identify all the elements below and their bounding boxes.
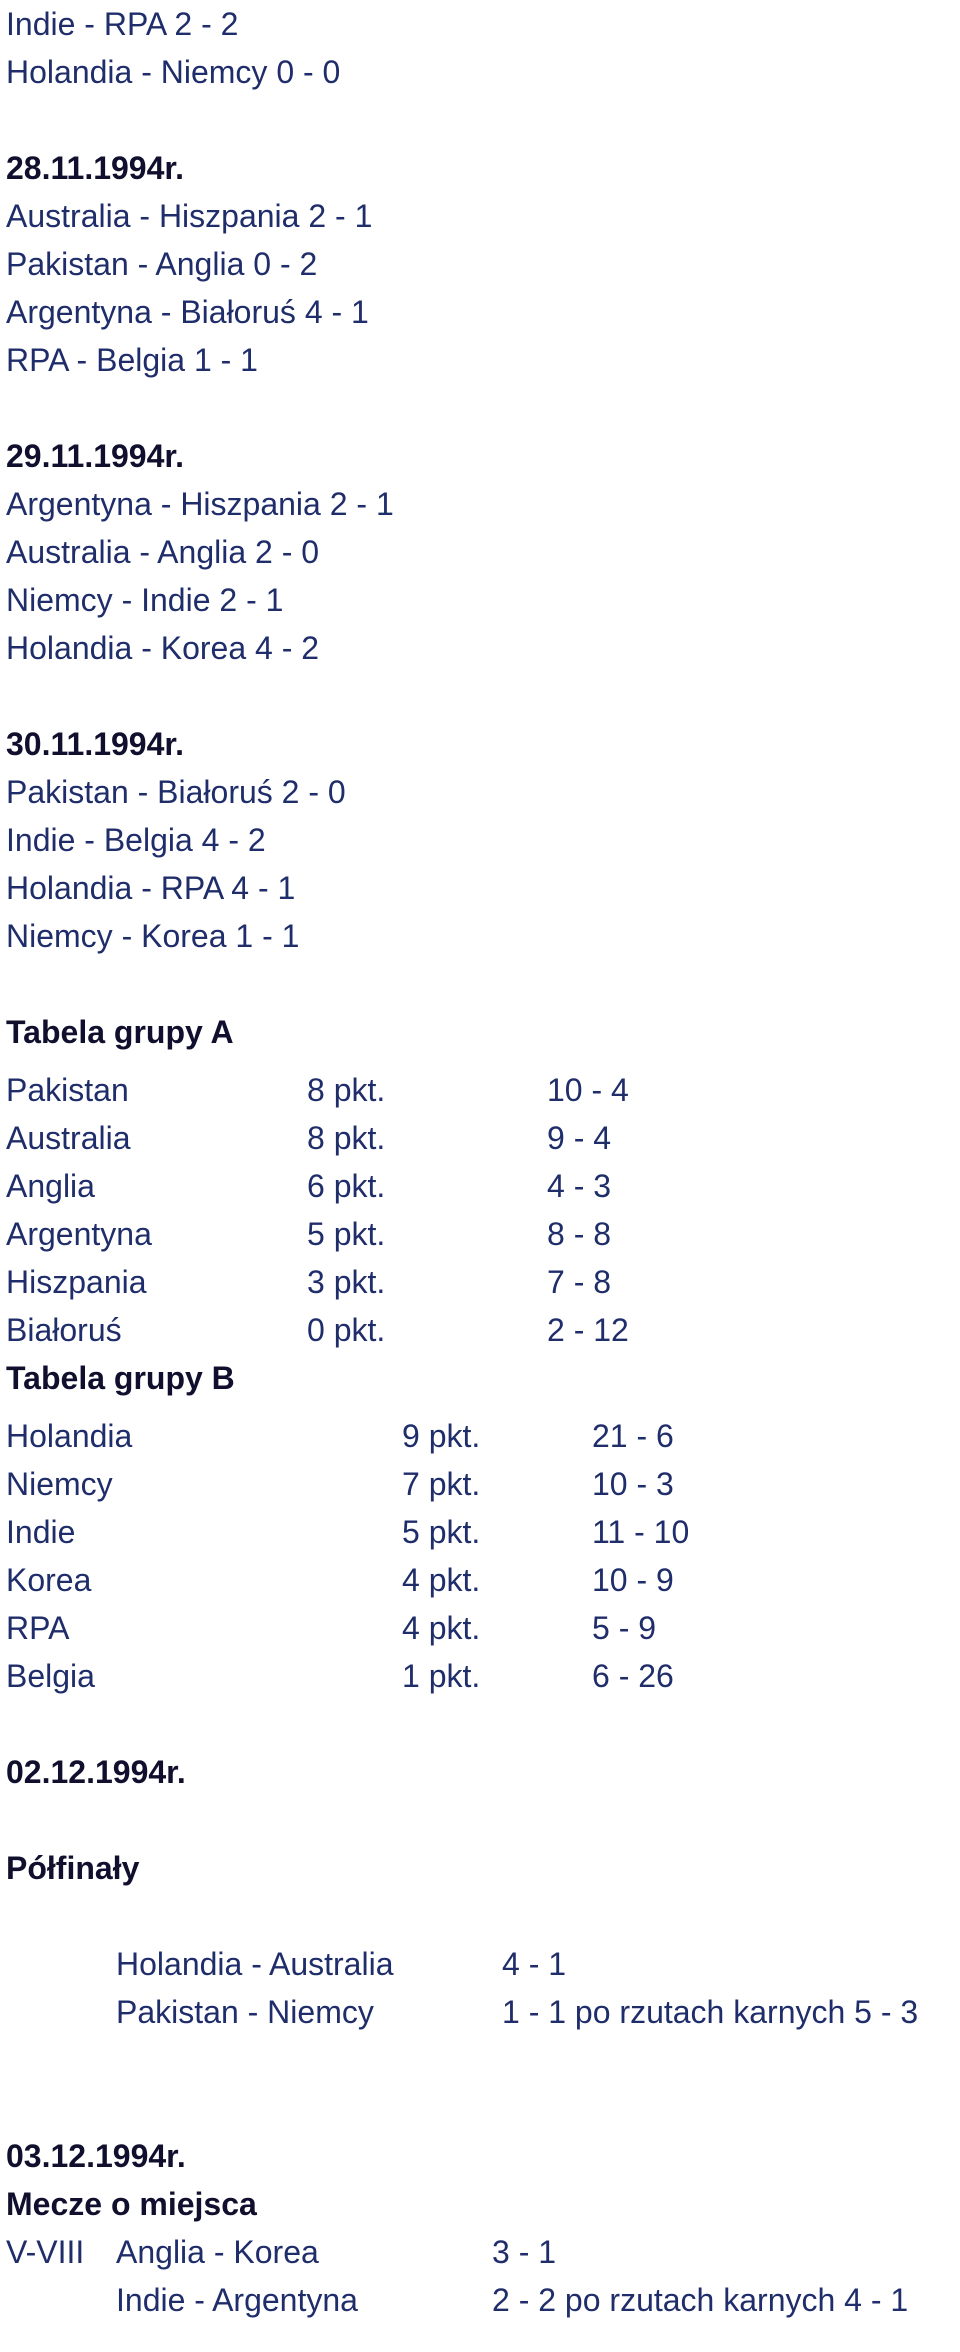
table-row bbox=[6, 1556, 956, 1604]
placement-match: Anglia - Korea bbox=[116, 2234, 319, 2270]
match-line: Holandia - Niemcy 0 - 0 bbox=[6, 54, 341, 90]
placement-title: Mecze o miejsca bbox=[6, 2186, 257, 2222]
team-goals: 21 - 6 bbox=[592, 1418, 674, 1454]
team-goals: 10 - 3 bbox=[592, 1466, 674, 1502]
placement-row bbox=[6, 2276, 956, 2324]
table-row bbox=[6, 1460, 956, 1508]
team-goals: 2 - 12 bbox=[547, 1312, 629, 1348]
placement-result: 3 - 1 bbox=[492, 2234, 557, 2270]
table-row bbox=[6, 1412, 956, 1460]
table-row bbox=[6, 1114, 956, 1162]
table-row bbox=[6, 1210, 956, 1258]
team-points: 4 pkt. bbox=[402, 1562, 481, 1598]
match-line: Argentyna - Białoruś 4 - 1 bbox=[6, 294, 369, 330]
table-row bbox=[6, 1258, 956, 1306]
team-goals: 7 - 8 bbox=[547, 1264, 612, 1300]
match-line: Pakistan - Anglia 0 - 2 bbox=[6, 246, 318, 282]
team-goals: 5 - 9 bbox=[592, 1610, 657, 1646]
team-name: Anglia bbox=[6, 1168, 95, 1204]
team-goals: 11 - 10 bbox=[592, 1514, 690, 1550]
placement-block bbox=[6, 2132, 956, 2324]
match-line: Holandia - RPA 4 - 1 bbox=[6, 870, 296, 906]
semifinal-match: Pakistan - Niemcy bbox=[116, 1994, 374, 2030]
semifinals-block bbox=[6, 1748, 956, 2036]
semifinals-title: Półfinały bbox=[6, 1850, 140, 1886]
match-line: Australia - Hiszpania 2 - 1 bbox=[6, 198, 373, 234]
team-name: Australia bbox=[6, 1120, 131, 1156]
placement-result: 2 - 2 po rzutach karnych 4 - 1 bbox=[492, 2282, 909, 2318]
semifinal-result: 1 - 1 po rzutach karnych 5 - 3 bbox=[502, 1994, 919, 2030]
team-points: 8 pkt. bbox=[307, 1072, 386, 1108]
team-name: Hiszpania bbox=[6, 1264, 147, 1300]
table-row bbox=[6, 1508, 956, 1556]
team-name: RPA bbox=[6, 1610, 70, 1646]
team-goals: 6 - 26 bbox=[592, 1658, 674, 1694]
team-goals: 9 - 4 bbox=[547, 1120, 612, 1156]
team-name: Belgia bbox=[6, 1658, 95, 1694]
match-line: Pakistan - Białoruś 2 - 0 bbox=[6, 774, 346, 810]
match-line: Indie - Belgia 4 - 2 bbox=[6, 822, 266, 858]
match-line: Indie - RPA 2 - 2 bbox=[6, 6, 239, 42]
team-name: Indie bbox=[6, 1514, 76, 1550]
team-points: 8 pkt. bbox=[307, 1120, 386, 1156]
group-a-table bbox=[6, 1008, 956, 1354]
placement-label bbox=[6, 2276, 116, 2324]
match-line: Holandia - Korea 4 - 2 bbox=[6, 630, 320, 666]
group-b-title: Tabela grupy B bbox=[6, 1360, 235, 1396]
group-b-table bbox=[6, 1354, 956, 1700]
match-line: RPA - Belgia 1 - 1 bbox=[6, 342, 258, 378]
team-goals: 4 - 3 bbox=[547, 1168, 612, 1204]
match-line: Argentyna - Hiszpania 2 - 1 bbox=[6, 486, 394, 522]
date-heading: 03.12.1994r. bbox=[6, 2138, 186, 2174]
team-goals: 10 - 4 bbox=[547, 1072, 629, 1108]
team-points: 9 pkt. bbox=[402, 1418, 481, 1454]
match-line: Australia - Anglia 2 - 0 bbox=[6, 534, 320, 570]
team-goals: 10 - 9 bbox=[592, 1562, 674, 1598]
group-a-title: Tabela grupy A bbox=[6, 1014, 234, 1050]
day-block bbox=[6, 432, 956, 672]
semifinal-match: Holandia - Australia bbox=[116, 1946, 394, 1982]
placement-match: Indie - Argentyna bbox=[116, 2282, 358, 2318]
match-line: Niemcy - Korea 1 - 1 bbox=[6, 918, 300, 954]
table-row bbox=[6, 1306, 956, 1354]
placement-label: V-VIII bbox=[6, 2234, 85, 2270]
team-name: Holandia bbox=[6, 1418, 133, 1454]
table-row bbox=[6, 1066, 956, 1114]
table-row bbox=[6, 1162, 956, 1210]
team-points: 0 pkt. bbox=[307, 1312, 386, 1348]
semifinal-row bbox=[6, 1988, 956, 2036]
team-name: Korea bbox=[6, 1562, 92, 1598]
table-row bbox=[6, 1652, 956, 1700]
date-heading: 30.11.1994r. bbox=[6, 726, 184, 762]
semifinal-row bbox=[6, 1940, 956, 1988]
table-row bbox=[6, 1604, 956, 1652]
day-block bbox=[6, 144, 956, 384]
semifinal-result: 4 - 1 bbox=[502, 1946, 567, 1982]
match-line: Niemcy - Indie 2 - 1 bbox=[6, 582, 284, 618]
team-points: 4 pkt. bbox=[402, 1610, 481, 1646]
team-points: 5 pkt. bbox=[307, 1216, 386, 1252]
date-heading: 29.11.1994r. bbox=[6, 438, 184, 474]
team-points: 6 pkt. bbox=[307, 1168, 386, 1204]
placement-row bbox=[6, 2228, 956, 2276]
team-points: 1 pkt. bbox=[402, 1658, 481, 1694]
team-goals: 8 - 8 bbox=[547, 1216, 612, 1252]
team-name: Argentyna bbox=[6, 1216, 152, 1252]
date-heading: 02.12.1994r. bbox=[6, 1754, 186, 1790]
document-page bbox=[6, 0, 956, 2324]
team-name: Niemcy bbox=[6, 1466, 113, 1502]
team-points: 3 pkt. bbox=[307, 1264, 386, 1300]
team-name: Pakistan bbox=[6, 1072, 129, 1108]
team-name: Białoruś bbox=[6, 1312, 122, 1348]
team-points: 5 pkt. bbox=[402, 1514, 481, 1550]
date-heading: 28.11.1994r. bbox=[6, 150, 184, 186]
team-points: 7 pkt. bbox=[402, 1466, 481, 1502]
day-block bbox=[6, 720, 956, 960]
